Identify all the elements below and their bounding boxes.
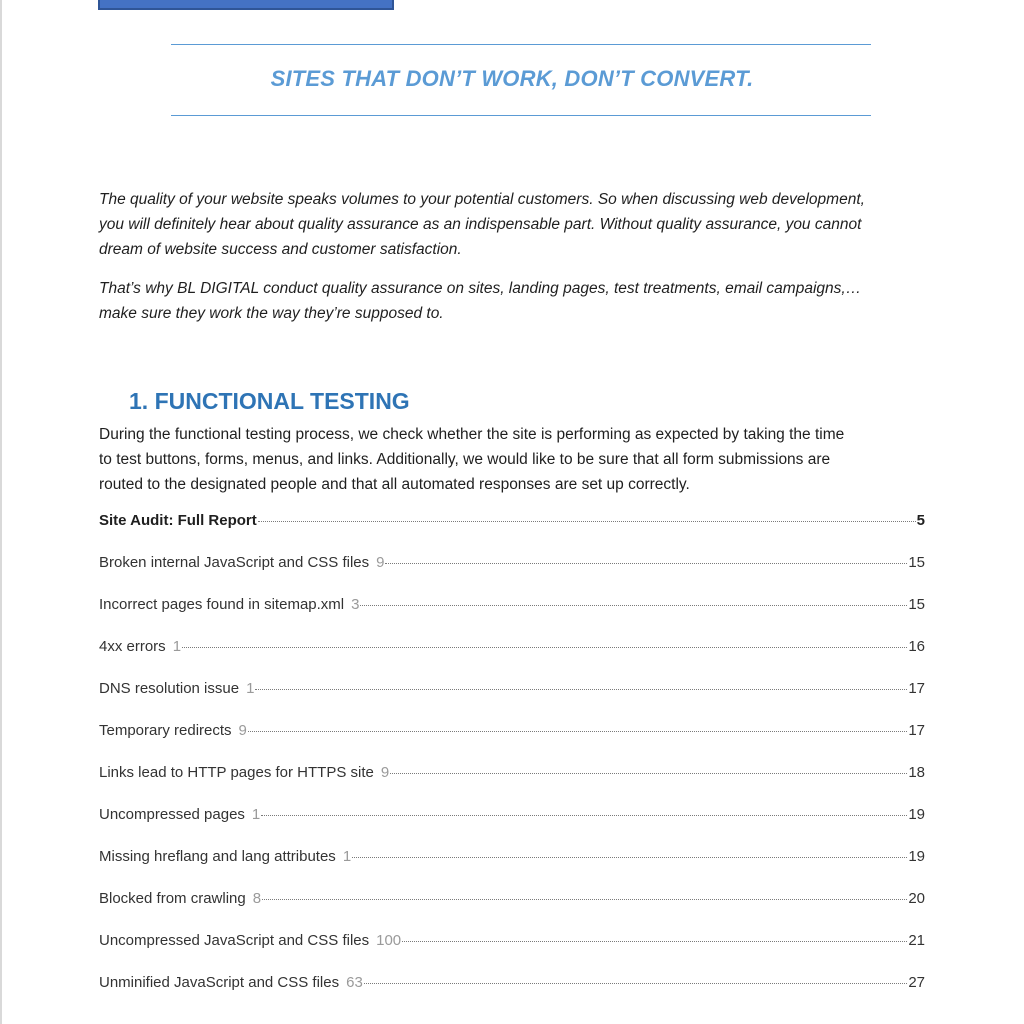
toc-entry-label: Missing hreflang and lang attributes xyxy=(99,848,336,865)
tagline-bottom-rule xyxy=(171,115,871,116)
toc-dot-leader xyxy=(360,605,907,606)
toc-entry-label: Broken internal JavaScript and CSS files xyxy=(99,554,370,571)
toc-entry-page: 5 xyxy=(916,512,925,529)
intro-paragraph-1 xyxy=(99,187,949,262)
page-edge xyxy=(0,0,2,1024)
toc-entry[interactable] xyxy=(99,764,925,806)
toc-entry-label: Uncompressed pages xyxy=(99,806,245,823)
body-line: During the functional testing process, we check whether the site is performing as expected by taking the time xyxy=(99,426,845,443)
toc-entry-label: Uncompressed JavaScript and CSS files xyxy=(99,932,370,949)
toc-dot-leader xyxy=(262,899,907,900)
header-banner-box xyxy=(98,0,394,10)
toc-entry-page: 19 xyxy=(908,806,925,823)
table-of-contents xyxy=(99,512,925,1016)
tagline-top-rule xyxy=(171,44,871,45)
toc-entry-page: 20 xyxy=(908,890,925,907)
toc-entry-count: 9 xyxy=(380,764,390,781)
toc-entry-count: 1 xyxy=(246,680,255,697)
toc-entry-label: Incorrect pages found in sitemap.xml xyxy=(99,596,345,613)
toc-dot-leader xyxy=(352,857,907,858)
intro-line: That’s why BL DIGITAL conduct quality assurance on sites, landing pages, test treatments, email campaigns,… xyxy=(99,280,862,297)
toc-entry-count: 63 xyxy=(346,974,363,991)
toc-entry-page: 17 xyxy=(908,680,925,697)
tagline: SITES THAT DON’T WORK, DON’T CONVERT. xyxy=(270,66,754,91)
toc-entry-count: 9 xyxy=(376,554,385,571)
toc-entry-count: 1 xyxy=(251,806,261,823)
intro-paragraph-2 xyxy=(99,276,949,326)
toc-entry-page: 15 xyxy=(908,554,925,571)
toc-entry-count: 3 xyxy=(351,596,360,613)
toc-entry-count: 9 xyxy=(238,722,247,739)
toc-entry[interactable] xyxy=(99,806,925,848)
toc-entry[interactable] xyxy=(99,974,925,1016)
toc-entry-count: 100 xyxy=(376,932,402,949)
toc-entry-page: 18 xyxy=(908,764,925,781)
toc-entry-page: 19 xyxy=(908,848,925,865)
toc-entry-label: Site Audit: Full Report xyxy=(99,512,257,529)
toc-dot-leader xyxy=(402,941,907,942)
toc-entry[interactable] xyxy=(99,680,925,722)
toc-entry-page: 21 xyxy=(908,932,925,949)
toc-entry-page: 16 xyxy=(908,638,925,655)
toc-entry[interactable] xyxy=(99,512,925,554)
toc-dot-leader xyxy=(385,563,907,564)
toc-entry-count: 8 xyxy=(252,890,262,907)
toc-dot-leader xyxy=(255,689,907,690)
toc-entry[interactable] xyxy=(99,638,925,680)
toc-dot-leader xyxy=(248,731,907,732)
toc-entry-count: 1 xyxy=(172,638,182,655)
toc-entry-label: DNS resolution issue xyxy=(99,680,240,697)
toc-dot-leader xyxy=(261,815,907,816)
toc-entry[interactable] xyxy=(99,722,925,764)
toc-entry-label: Blocked from crawling xyxy=(99,890,246,907)
intro-line: dream of website success and customer satisfaction. xyxy=(99,241,462,258)
intro-line: make sure they work the way they’re supposed to. xyxy=(99,305,444,322)
toc-entry-label: 4xx errors xyxy=(99,638,166,655)
toc-dot-leader xyxy=(258,521,916,522)
toc-entry-page: 17 xyxy=(908,722,925,739)
toc-dot-leader xyxy=(364,983,908,984)
toc-entry[interactable] xyxy=(99,554,925,596)
toc-entry-label: Unminified JavaScript and CSS files xyxy=(99,974,340,991)
toc-entry[interactable] xyxy=(99,932,925,974)
intro-line: The quality of your website speaks volumes to your potential customers. So when discussing web development, xyxy=(99,191,865,208)
body-line: to test buttons, forms, menus, and links. Additionally, we would like to be sure that all form submissions are xyxy=(99,451,831,468)
toc-entry[interactable] xyxy=(99,848,925,890)
toc-entry-label: Temporary redirects xyxy=(99,722,232,739)
toc-entry-count: 1 xyxy=(342,848,352,865)
body-line: routed to the designated people and that all automated responses are set up correctly. xyxy=(99,476,690,493)
toc-dot-leader xyxy=(182,647,907,648)
toc-dot-leader xyxy=(390,773,907,774)
intro-line: you will definitely hear about quality assurance as an indispensable part. Without quality assurance, you cannot xyxy=(99,216,862,233)
toc-entry[interactable] xyxy=(99,596,925,638)
section-body xyxy=(99,422,949,497)
toc-entry-page: 27 xyxy=(908,974,925,991)
section-heading: 1. FUNCTIONAL TESTING xyxy=(129,388,410,414)
toc-entry-page: 15 xyxy=(908,596,925,613)
toc-entry-label: Links lead to HTTP pages for HTTPS site xyxy=(99,764,374,781)
toc-entry[interactable] xyxy=(99,890,925,932)
